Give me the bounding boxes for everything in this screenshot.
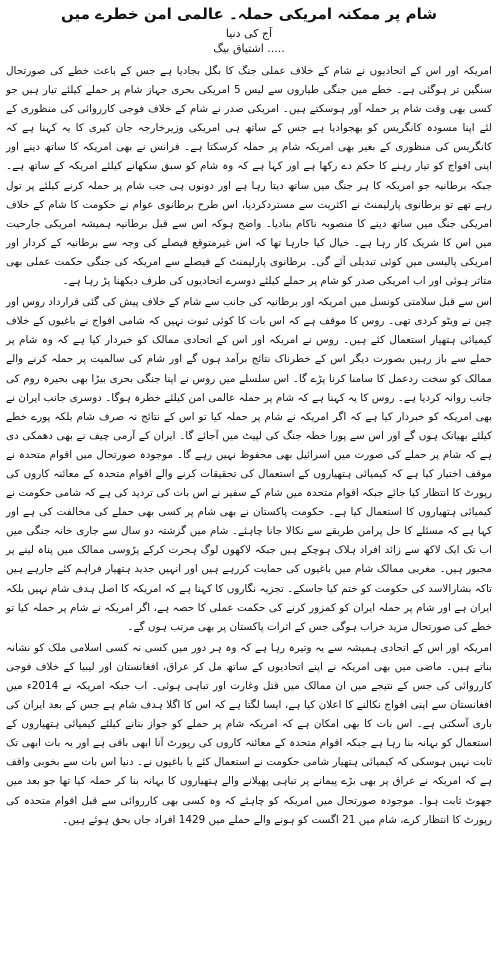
author-name: اشتیاق بیگ — [213, 42, 264, 55]
headline: شام پر ممکنہ امریکی حملہ۔ عالمی امن خطرے میں — [60, 5, 438, 23]
paragraph: امریکہ اور اس کے اتحادی ہمیشہ سے یہ وتیرہ رہا ہے کہ وہ ہر دور میں کسی نہ کسی اسلامی ملک کو نشانہ بناتے ہیں۔ ماضی میں بھی امریکہ نے اپنے اتحادیوں کے ساتھ مل کر عراق، افغانستان اور لیبیا کے خلاف فوجی کارروائی کی جس کے نتیجے میں ان ممالک میں قتل وغارت اور تباہی ہوئی۔ اب جبکہ امریکہ نے 2014ء میں افغانستان سے اپنی افواج نکالنے کا اعلان کیا ہے، ایسا لگتا ہے کہ اس کا اگلا ہدف شام ہے جس کے بعد ایران کی باری آسکتی ہے۔ اس بات کا بھی امکان ہے کہ امریکہ شام پر حملے کو جواز بنانے کیلئے کیمیائی ہتھیاروں کے استعمال کو بہانہ بنا رہا ہے جبکہ اقوام متحدہ کے معائنہ کاروں کی رپورٹ آنا ابھی باقی ہے اور یہ بات ابھی تک ثابت نہیں ہوسکی کہ کیمیائی ہتھیار شامی حکومت نے استعمال کئے یا باغیوں نے۔ دنیا اس بات سے بخوبی واقف ہے کہ امریکہ نے عراق پر بھی بڑے پیمانے پر تباہی پھیلانے والے ہتھیاروں کا بہانہ بنا کر حملہ کیا تھا جو بعد میں جھوٹ ثابت ہوا۔ موجودہ صورتحال میں امریکہ کو چاہئے کہ وہ کسی بھی کارروائی سے قبل اقوام متحدہ کی رپورٹ کا انتظار کرے، شام میں 21 اگست کو ہونے والے حملے میں 1429 افراد جاں بحق ہوئے ہیں۔ — [6, 641, 492, 826]
paragraph: امریکہ اور اس کے اتحادیوں نے شام کے خلاف عملی جنگ کا بگل بجادیا ہے جس کے باعث خطے کی صورتحال سنگین تر ہوگئی ہے۔ خطے میں جنگی طیاروں سے لیس 5 امریکی بحری جہاز شام پر حملے کیلئے تیار ہیں جو کسی بھی وقت شام پر حملہ آور ہوسکتے ہیں۔ امریکی صدر نے شام کے خلاف فوجی کارروائی کی منظوری کے لئے اپنا مسودہ کانگریس کو بھجوادیا ہے جس کے ساتھ ہی امریکی وزیرخارجہ جان کیری کا یہ کہنا ہے کہ کانگریس کی منظوری کے بغیر بھی امریکہ شام پر حملہ کرسکتا ہے۔ فرانس نے بھی امریکہ کا ساتھ دینے اور اپنی افواج کو تیار رہنے کا حکم دے رکھا ہے اور کہا ہے کہ وہ شام کو سبق سکھانے کیلئے امریکہ کے ساتھ ہے۔ جبکہ برطانیہ جو امریکہ کا ہر جنگ میں ساتھ دیتا رہا ہے اور دونوں ہی جب شام پر حملہ کرنے کیلئے پر تول رہے تھے تو برطانوی پارلیمنٹ نے اکثریت سے مستردکردیا، اس طرح برطانوی عوام نے حکومت کا شام کے خلاف امریکی جنگ میں ساتھ دینے کا منصوبہ ناکام بنادیا۔ واضح ہوکہ اس سے قبل برطانیہ ہمیشہ امریکی جارحیت میں اس کا شریک کار رہا ہے۔ خیال کیا جارہا تھا کہ اس غیرمتوقع فیصلے کی وجہ سے برطانیہ کے کردار اور امریکی پالیسی میں کوئی تبدیلی آئے گی۔ برطانوی پارلیمنٹ کے فیصلے سے امریکہ کی جنگی حکمت عملی بھی متاثر ہوئی اور اب امریکی صدر کو شام پر حملے کیلئے دوسرے اتحادیوں کی طرف دیکھنا پڑ رہا ہے۔ — [6, 65, 492, 288]
byline-separator: ..... — [267, 42, 285, 55]
column-name: آج کی دنیا — [225, 27, 273, 40]
byline — [6, 41, 492, 56]
article-body — [6, 62, 492, 830]
paragraph: اس سے قبل سلامتی کونسل میں امریکہ اور برطانیہ کی جانب سے شام کے خلاف پیش کی گئی قرارداد روس اور چین نے ویٹو کردی تھی۔ روس کا موقف ہے کہ اس بات کا کوئی ثبوت نہیں کہ شامی افواج نے باغیوں کے خلاف کیمیائی ہتھیار استعمال کئے ہیں۔ روس نے امریکہ اور اس کے اتحادی ممالک کو خبردار کیا ہے کہ وہ شام پر حملے سے باز رہیں بصورت دیگر اس کے خطرناک نتائج برآمد ہوں گے اور شام کی سالمیت پر حملہ کرنے والے ممالک کو سخت ردعمل کا سامنا کرنا پڑے گا۔ اس سلسلے میں روس نے اپنا جنگی بحری بیڑا بھی بحیرہ روم کی جانب روانہ کردیا ہے۔ روس کا یہ کہنا ہے کہ شام پر حملہ عالمی امن کیلئے خطرہ ہوگا۔ دوسری جانب ایران نے بھی امریکہ کو خبردار کیا ہے کہ اگر امریکہ نے شام پر حملہ کیا تو اس کے نتائج نہ صرف شام بلکہ پورے خطے کیلئے بھیانک ہوں گے اور اس سے پورا خطہ جنگ کی لپیٹ میں آجائے گا۔ ایران کے آرمی چیف نے بھی دھمکی دی ہے کہ شام پر حملے کی صورت میں اسرائیل بھی محفوظ نہیں رہے گا۔ موجودہ صورتحال میں اقوام متحدہ نے موقف اختیار کیا ہے کہ کیمیائی ہتھیاروں کے استعمال کی تحقیقات کرنے والے اقوام متحدہ کے معائنہ کاروں کی رپورٹ کا انتظار کیا جائے جبکہ اقوام متحدہ میں شام کے سفیر نے اس بات کی تردید کی ہے کہ شامی حکومت نے کیمیائی ہتھیاروں کا استعمال کیا ہے۔ حکومت پاکستان نے بھی شام پر کسی بھی حملے کی مخالفت کی ہے اور کہا ہے کہ مسئلے کا حل پرامن طریقے سے نکالا جانا چاہئے۔ شام میں گزشتہ دو سال سے جاری خانہ جنگی میں اب تک ایک لاکھ سے زائد افراد ہلاک ہوچکے ہیں جبکہ لاکھوں لوگ ہجرت کرکے پڑوسی ممالک میں پناہ لینے پر مجبور ہیں۔ مغربی ممالک شام میں باغیوں کی حمایت کررہے ہیں اور انہیں جدید ہتھیار فراہم کئے جارہے ہیں تاکہ بشارالاسد کی حکومت کو ختم کیا جاسکے۔ تجزیہ نگاروں کا کہنا ہے کہ امریکہ کا اصل ہدف شام نہیں بلکہ ایران ہے اور شام پر حملہ ایران کو کمزور کرنے کی حکمت عملی کا حصہ ہے، اگر امریکہ نے شام پر حملہ کیا تو خطے کی صورتحال مزید خراب ہوگی جس کے اثرات پاکستان پر بھی مرتب ہوں گے۔ — [6, 296, 492, 633]
